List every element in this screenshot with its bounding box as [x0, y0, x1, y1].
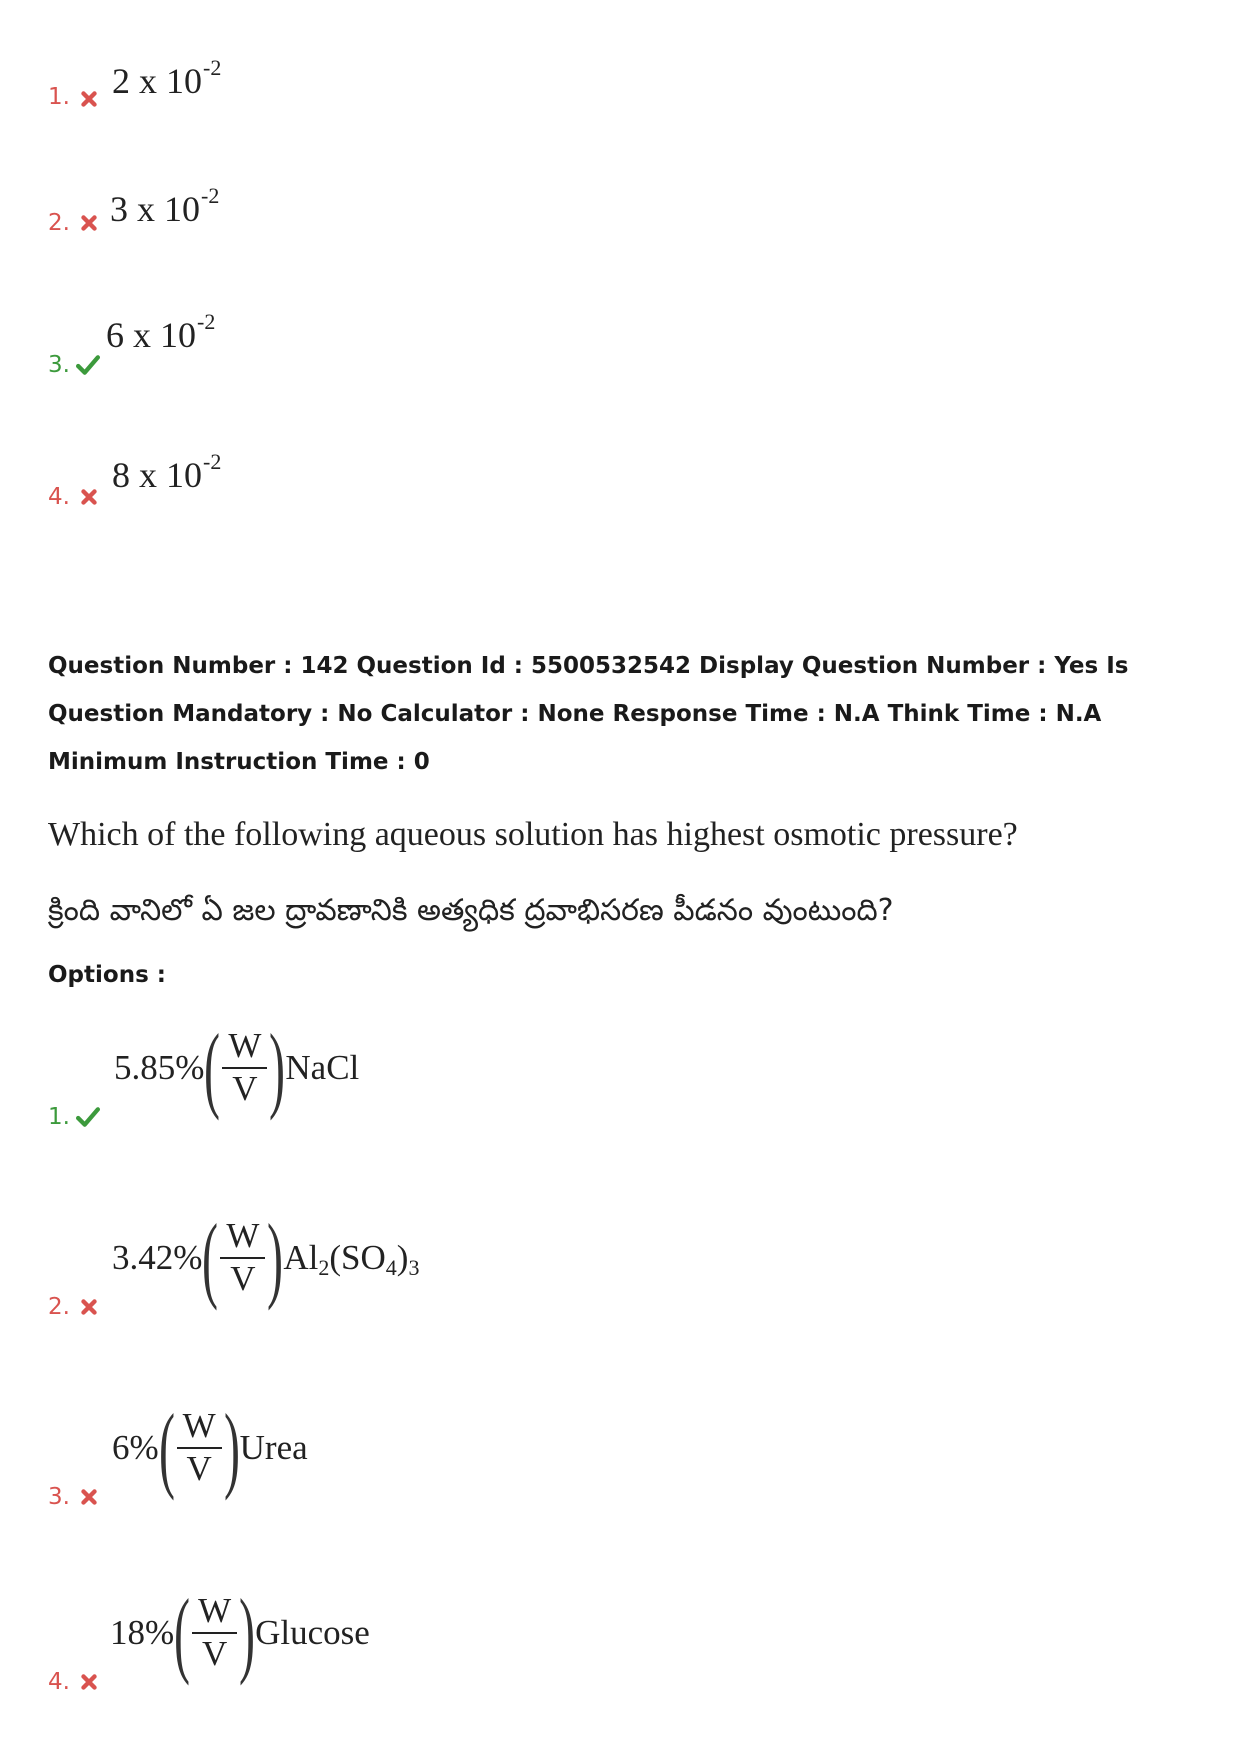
prev-option-4: [0, 449, 700, 540]
option-3: [0, 1394, 700, 1530]
option-value: 6 x $10^{-2}$: [106, 309, 216, 355]
option-value: 5.85% ( $\frac{W}{V}$ ) NaCl: [114, 1014, 360, 1121]
cross-icon: [78, 88, 100, 110]
options-label: Options :: [48, 962, 166, 988]
option-number: 2.: [48, 210, 70, 236]
cross-icon: [78, 212, 100, 234]
cross-icon: [78, 1296, 100, 1318]
option-value: 3.42% ( $\frac{W}{V}$ ) Al 2 (SO 4 ) 3: [112, 1204, 420, 1311]
prev-option-3: [0, 309, 700, 400]
question-meta: Question Number : 142 Question Id : 5500532542 Display Question Number : Yes Is Question Mandatory : No Calculator : None Response Time : N.A Think Time : N.A Minimum Instruction Time : 0: [48, 653, 1129, 775]
cross-icon: [78, 1671, 100, 1693]
option-number: 4.: [48, 1669, 70, 1695]
option-number: 1.: [48, 84, 70, 110]
question-text-telugu: క్రింది వానిలో ఏ జల ద్రావణానికి అత్యధిక ద్రవాభిసరణ పీడనం వుంటుంది?: [48, 893, 894, 928]
check-icon: [76, 1106, 100, 1128]
question-text-english: Which of the following aqueous solution has highest osmotic pressure?: [48, 816, 1018, 853]
cross-icon: [78, 486, 100, 508]
option-number: 4.: [48, 484, 70, 510]
option-number: 2.: [48, 1294, 70, 1320]
option-value: 3 x $10^{-2}$: [110, 183, 220, 229]
option-value: 8 x $10^{-2}$: [112, 449, 222, 495]
option-4: [0, 1579, 700, 1715]
option-value: 18% ( $\frac{W}{V}$ ) Glucose: [110, 1579, 370, 1686]
option-number: 1.: [48, 1104, 70, 1130]
option-number: 3.: [48, 1484, 70, 1510]
option-number: 3.: [48, 352, 70, 378]
check-icon: [76, 354, 100, 376]
option-1: [0, 1014, 700, 1150]
option-2: [0, 1204, 700, 1340]
prev-option-1: [0, 55, 700, 140]
prev-option-2: [0, 183, 700, 270]
option-value: 2 x $10^{-2}$: [112, 55, 222, 101]
cross-icon: [78, 1486, 100, 1508]
option-value: 6% ( $\frac{W}{V}$ ) Urea: [112, 1394, 308, 1501]
